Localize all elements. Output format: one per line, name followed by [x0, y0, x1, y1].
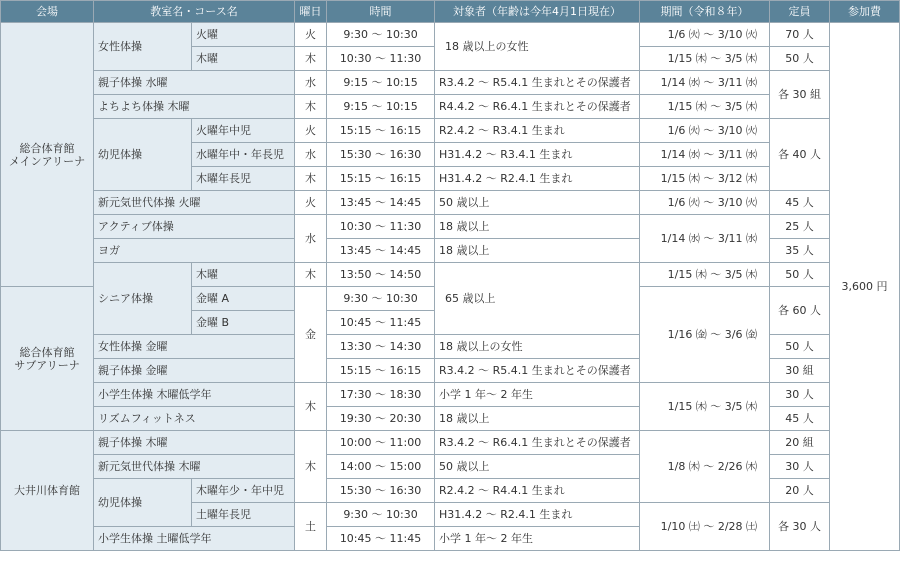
period-cell: 1/15 ㈭ ～ 3/5 ㈭ — [640, 383, 770, 431]
header-class-course: 教室名・コース名 — [94, 1, 295, 23]
capacity-cell: 50 人 — [770, 263, 830, 287]
class-name: 女性体操 — [94, 23, 192, 71]
class-name: 新元気世代体操 木曜 — [94, 455, 295, 479]
capacity-cell: 50 人 — [770, 47, 830, 71]
capacity-cell: 20 人 — [770, 479, 830, 503]
table-row — [1, 263, 900, 287]
time-cell: 10:00 ～ 11:00 — [327, 431, 435, 455]
period-cell: 1/14 ㈬ ～ 3/11 ㈬ — [640, 143, 770, 167]
time-cell: 10:30 ～ 11:30 — [327, 47, 435, 71]
period-cell: 1/6 ㈫ ～ 3/10 ㈫ — [640, 23, 770, 47]
class-name: シニア体操 — [94, 263, 192, 335]
day-cell: 木 — [295, 95, 327, 119]
target-cell: 小学 1 年～ 2 年生 — [435, 383, 640, 407]
time-cell: 9:30 ～ 10:30 — [327, 287, 435, 311]
day-cell: 水 — [295, 71, 327, 95]
target-cell: H31.4.2 ～ R3.4.1 生まれ — [435, 143, 640, 167]
header-target: 対象者（年齢は今年4月1日現在） — [435, 1, 640, 23]
period-cell: 1/14 ㈬ ～ 3/11 ㈬ — [640, 71, 770, 95]
capacity-cell: 各 30 組 — [770, 71, 830, 119]
class-name: 親子体操 金曜 — [94, 359, 295, 383]
class-name: アクティブ体操 — [94, 215, 295, 239]
capacity-cell: 70 人 — [770, 23, 830, 47]
time-cell: 13:30 ～ 14:30 — [327, 335, 435, 359]
time-cell: 9:15 ～ 10:15 — [327, 95, 435, 119]
class-name: リズムフィットネス — [94, 407, 295, 431]
target-cell: R3.4.2 ～ R5.4.1 生まれとその保護者 — [435, 359, 640, 383]
header-time: 時間 — [327, 1, 435, 23]
time-cell: 10:45 ～ 11:45 — [327, 527, 435, 551]
day-cell: 水 — [295, 143, 327, 167]
day-cell: 木 — [295, 167, 327, 191]
period-cell: 1/15 ㈭ ～ 3/5 ㈭ — [640, 47, 770, 71]
target-cell: 18 歳以上 — [435, 407, 640, 431]
table-row — [1, 215, 900, 239]
course-name: 水曜年中・年長児 — [192, 143, 295, 167]
day-cell: 火 — [295, 191, 327, 215]
table-row — [1, 431, 900, 455]
header-period: 期間（令和８年） — [640, 1, 770, 23]
capacity-cell: 45 人 — [770, 191, 830, 215]
time-cell: 10:30 ～ 11:30 — [327, 215, 435, 239]
capacity-cell: 30 人 — [770, 455, 830, 479]
time-cell: 15:30 ～ 16:30 — [327, 143, 435, 167]
target-cell: R2.4.2 ～ R4.4.1 生まれ — [435, 479, 640, 503]
table-row — [1, 23, 900, 47]
period-cell: 1/14 ㈬ ～ 3/11 ㈬ — [640, 215, 770, 263]
period-cell: 1/8 ㈭ ～ 2/26 ㈭ — [640, 431, 770, 503]
capacity-cell: 各 30 人 — [770, 503, 830, 551]
header-fee: 参加費 — [830, 1, 900, 23]
capacity-cell: 50 人 — [770, 335, 830, 359]
class-name: ヨガ — [94, 239, 295, 263]
course-name: 火曜 — [192, 23, 295, 47]
day-cell: 木 — [295, 383, 327, 431]
target-cell: R4.4.2 ～ R6.4.1 生まれとその保護者 — [435, 95, 640, 119]
period-cell: 1/16 ㈮ ～ 3/6 ㈮ — [640, 287, 770, 383]
period-cell: 1/6 ㈫ ～ 3/10 ㈫ — [640, 119, 770, 143]
class-name: 女性体操 金曜 — [94, 335, 295, 359]
capacity-cell: 25 人 — [770, 215, 830, 239]
course-name: 火曜年中児 — [192, 119, 295, 143]
target-cell: 50 歳以上 — [435, 455, 640, 479]
table-row — [1, 191, 900, 215]
target-cell: 18 歳以上 — [435, 239, 640, 263]
class-name: 小学生体操 土曜低学年 — [94, 527, 295, 551]
fee-cell: 3,600 円 — [830, 23, 900, 551]
time-cell: 9:30 ～ 10:30 — [327, 503, 435, 527]
class-name: 幼児体操 — [94, 479, 192, 527]
period-cell: 1/6 ㈫ ～ 3/10 ㈫ — [640, 191, 770, 215]
target-cell: 小学 1 年～ 2 年生 — [435, 527, 640, 551]
table-row — [1, 95, 900, 119]
time-cell: 15:15 ～ 16:15 — [327, 119, 435, 143]
course-name: 木曜年少・年中児 — [192, 479, 295, 503]
time-cell: 13:45 ～ 14:45 — [327, 191, 435, 215]
day-cell: 火 — [295, 23, 327, 47]
time-cell: 19:30 ～ 20:30 — [327, 407, 435, 431]
time-cell: 13:45 ～ 14:45 — [327, 239, 435, 263]
capacity-cell: 35 人 — [770, 239, 830, 263]
time-cell: 10:45 ～ 11:45 — [327, 311, 435, 335]
target-cell: 65 歳以上 — [435, 263, 640, 335]
time-cell: 15:15 ～ 16:15 — [327, 359, 435, 383]
time-cell: 17:30 ～ 18:30 — [327, 383, 435, 407]
target-cell: H31.4.2 ～ R2.4.1 生まれ — [435, 503, 640, 527]
header-capacity: 定員 — [770, 1, 830, 23]
target-cell: R2.4.2 ～ R3.4.1 生まれ — [435, 119, 640, 143]
course-name: 土曜年長児 — [192, 503, 295, 527]
time-cell: 9:30 ～ 10:30 — [327, 23, 435, 47]
day-cell: 木 — [295, 47, 327, 71]
target-cell: R3.4.2 ～ R6.4.1 生まれとその保護者 — [435, 431, 640, 455]
time-cell: 9:15 ～ 10:15 — [327, 71, 435, 95]
period-cell: 1/15 ㈭ ～ 3/5 ㈭ — [640, 263, 770, 287]
capacity-cell: 30 人 — [770, 383, 830, 407]
venue-sub-arena: 総合体育館 サブアリーナ — [1, 287, 94, 431]
capacity-cell: 各 60 人 — [770, 287, 830, 335]
day-cell: 金 — [295, 287, 327, 383]
course-name: 金曜 A — [192, 287, 295, 311]
capacity-cell: 各 40 人 — [770, 119, 830, 191]
venue-oigawa-gym: 大井川体育館 — [1, 431, 94, 551]
day-cell: 木 — [295, 431, 327, 503]
target-cell: R3.4.2 ～ R5.4.1 生まれとその保護者 — [435, 71, 640, 95]
day-cell: 木 — [295, 263, 327, 287]
period-cell: 1/15 ㈭ ～ 3/12 ㈭ — [640, 167, 770, 191]
day-cell: 水 — [295, 215, 327, 263]
class-name: 小学生体操 木曜低学年 — [94, 383, 295, 407]
capacity-cell: 30 組 — [770, 359, 830, 383]
table-row — [1, 71, 900, 95]
venue-main-arena: 総合体育館 メインアリーナ — [1, 23, 94, 287]
class-name: よちよち体操 木曜 — [94, 95, 295, 119]
table-row — [1, 119, 900, 143]
target-cell: 18 歳以上の女性 — [435, 335, 640, 359]
capacity-cell: 20 組 — [770, 431, 830, 455]
course-name: 木曜年長児 — [192, 167, 295, 191]
course-name: 木曜 — [192, 47, 295, 71]
time-cell: 15:30 ～ 16:30 — [327, 479, 435, 503]
class-name: 親子体操 水曜 — [94, 71, 295, 95]
course-name: 金曜 B — [192, 311, 295, 335]
period-cell: 1/10 ㈯ ～ 2/28 ㈯ — [640, 503, 770, 551]
target-cell: 18 歳以上の女性 — [435, 23, 640, 71]
target-cell: 18 歳以上 — [435, 215, 640, 239]
class-name: 新元気世代体操 火曜 — [94, 191, 295, 215]
time-cell: 15:15 ～ 16:15 — [327, 167, 435, 191]
class-name: 親子体操 木曜 — [94, 431, 295, 455]
day-cell: 土 — [295, 503, 327, 551]
class-name: 幼児体操 — [94, 119, 192, 191]
table-row — [1, 383, 900, 407]
capacity-cell: 45 人 — [770, 407, 830, 431]
course-name: 木曜 — [192, 263, 295, 287]
header-venue: 会場 — [1, 1, 94, 23]
target-cell: H31.4.2 ～ R2.4.1 生まれ — [435, 167, 640, 191]
time-cell: 14:00 ～ 15:00 — [327, 455, 435, 479]
day-cell: 火 — [295, 119, 327, 143]
period-cell: 1/15 ㈭ ～ 3/5 ㈭ — [640, 95, 770, 119]
header-day: 曜日 — [295, 1, 327, 23]
time-cell: 13:50 ～ 14:50 — [327, 263, 435, 287]
target-cell: 50 歳以上 — [435, 191, 640, 215]
header-row — [1, 1, 900, 23]
